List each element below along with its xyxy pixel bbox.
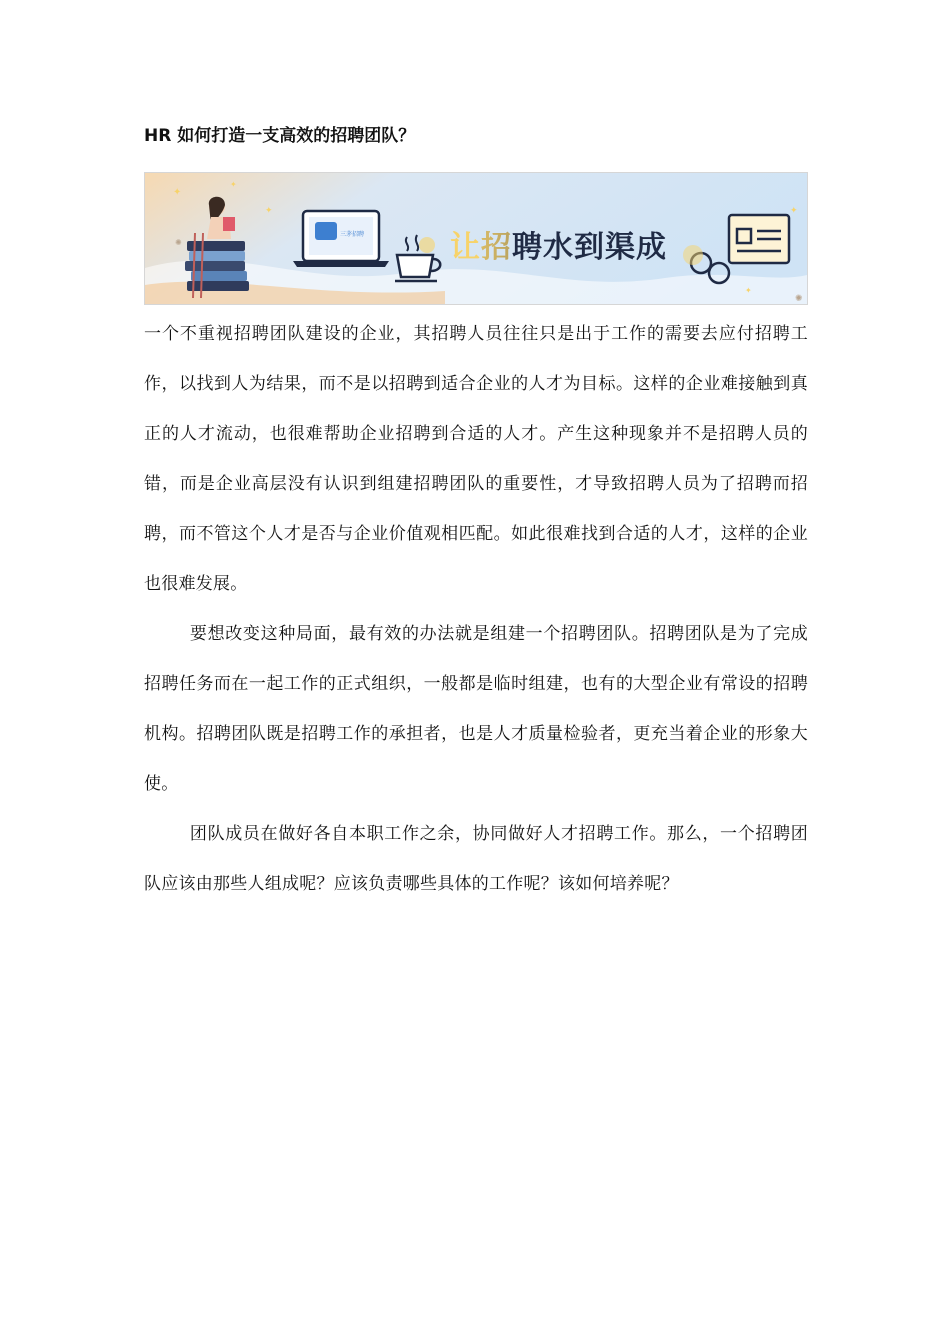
svg-text:✺: ✺ — [175, 238, 182, 247]
svg-text:✦: ✦ — [790, 206, 798, 216]
paragraph-2: 要想改变这种局面，最有效的办法就是组建一个招聘团队。招聘团队是为了完成招聘任务而在一起工作的正式组织，一般都是临时组建，也有的大型企业有常设的招聘机构。招聘团队既是招聘工作的承担者，也是人才质量检验者，更充当着企业的形象大使。 — [144, 624, 808, 794]
svg-text:✦: ✦ — [173, 187, 182, 198]
laptop-icon — [293, 211, 389, 267]
banner-image — [144, 172, 808, 305]
article-title: HR 如何打造一支高效的招聘团队？ — [144, 126, 416, 146]
article-body — [144, 309, 808, 909]
laptop-logo-text: 三茅招聘 — [340, 231, 365, 238]
paragraph-1: 一个不重视招聘团队建设的企业，其招聘人员往往只是出于工作的需要去应付招聘工作，以找到人为结果，而不是以招聘到适合企业的人才为目标。这样的企业难接触到真正的人才流动，也很难帮助企业招聘到合适的人才。产生这种现象并不是招聘人员的错，而是企业高层没有认识到组建招聘团队的重要性，才导致招聘人员为了招聘而招聘，而不管这个人才是否与企业价值观相匹配。如此很难找到合适的人才，这样的企业也很难发展。 — [144, 324, 808, 594]
paragraph-3: 团队成员在做好各自本职工作之余，协同做好人才招聘工作。那么，一个招聘团队应该由那些人组成呢？应该负责哪些具体的工作呢？该如何培养呢？ — [144, 824, 808, 894]
svg-text:✦: ✦ — [745, 286, 752, 295]
newspaper-icon — [729, 215, 789, 263]
svg-text:✦: ✦ — [265, 206, 273, 216]
banner-slogan: 让招聘水到渠成 — [450, 230, 667, 265]
svg-text:✺: ✺ — [795, 294, 803, 304]
svg-text:✦: ✦ — [230, 180, 237, 189]
banner-illustration — [145, 173, 807, 304]
